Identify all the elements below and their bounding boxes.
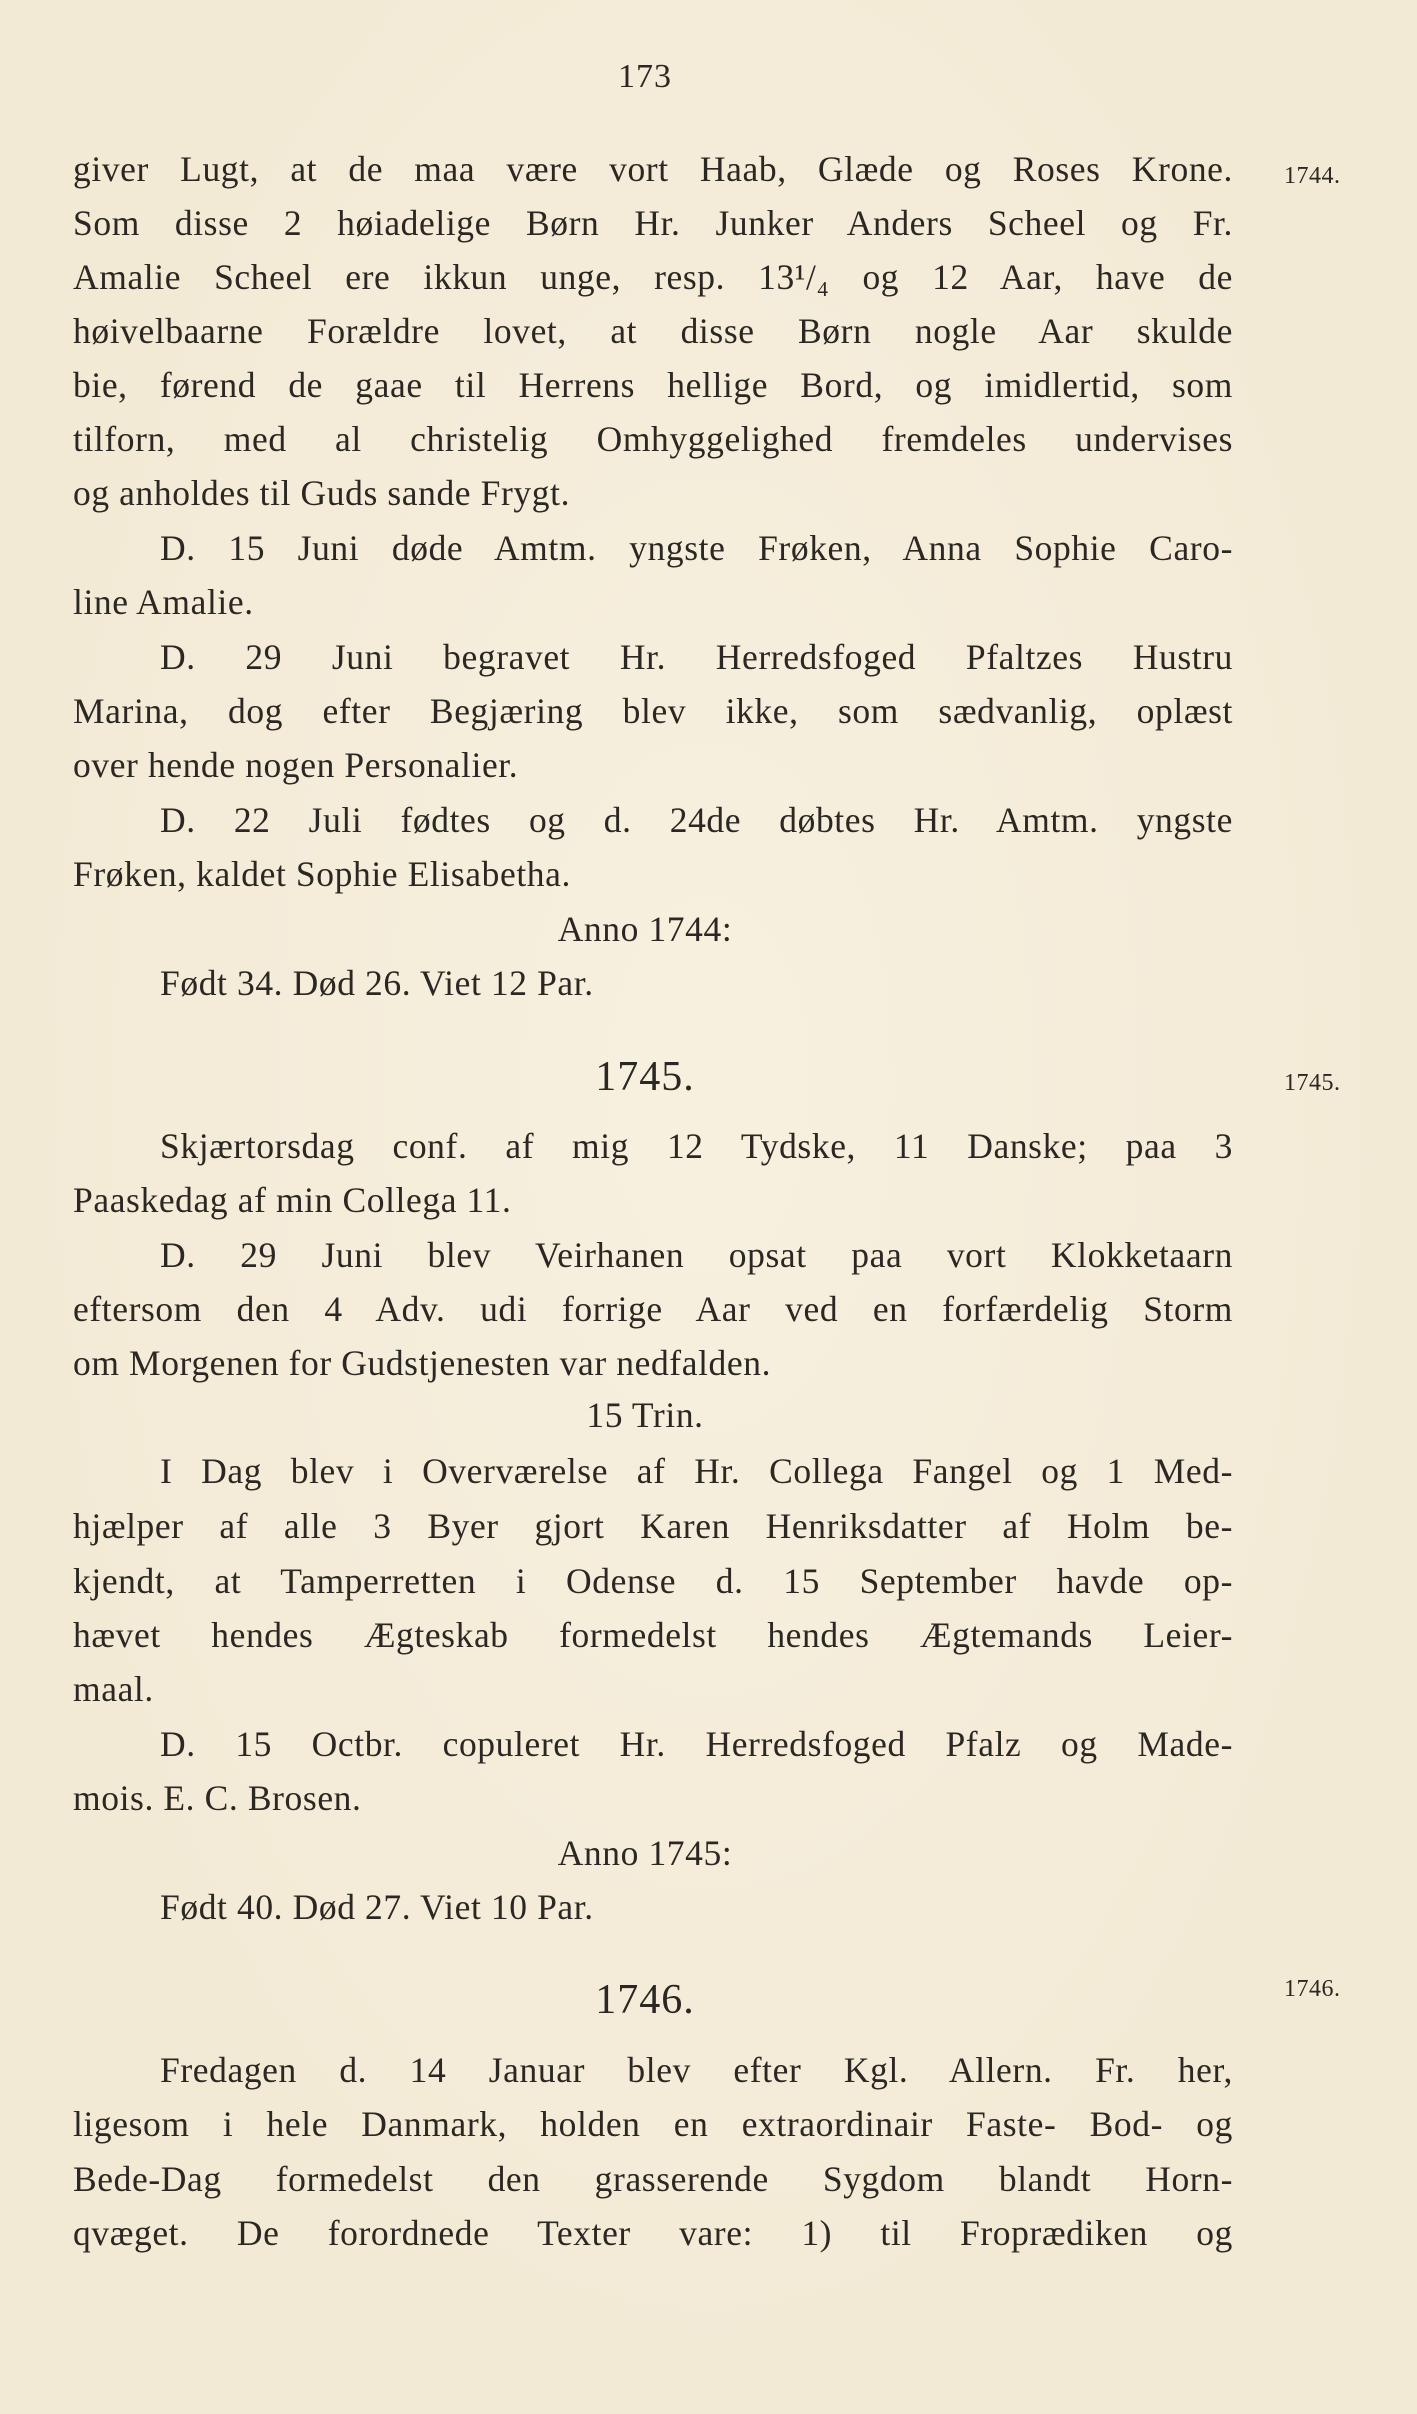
page-number: 173 [618, 58, 672, 95]
text-line: Frøken, kaldet Sophie Elisabetha. [73, 854, 571, 894]
text-line: om Morgenen for Gudstjenesten var nedfalden. [73, 1343, 772, 1383]
text-line: D. 22 Juli fødtes og d. 24de døbtes Hr. Amtm. yngste [160, 800, 1233, 840]
text-line: tilforn, med al christelig Omhyggelighed fremdeles undervises [73, 419, 1233, 459]
text-line: høivelbaarne Forældre lovet, at disse Børn nogle Aar skulde [73, 311, 1233, 351]
text-line: Skjærtorsdag conf. af mig 12 Tydske, 11 Danske; paa 3 [160, 1126, 1233, 1166]
text-line: bie, førend de gaae til Herrens hellige Bord, og imidlertid, som [73, 365, 1233, 405]
text-line: over hende nogen Personalier. [73, 745, 519, 785]
text-line: D. 29 Juni begravet Hr. Herredsfoged Pfaltzes Hustru [160, 637, 1233, 677]
text-line: Paaskedag af min Collega 11. [73, 1180, 512, 1220]
text-line: mois. E. C. Brosen. [73, 1778, 362, 1818]
text-line: Marina, dog efter Begjæring blev ikke, som sædvanlig, oplæst [73, 691, 1233, 731]
year-heading-1746: 1746. [595, 1977, 695, 2023]
text-line: Som disse 2 høiadelige Børn Hr. Junker Anders Scheel og Fr. [73, 203, 1233, 243]
text-line: ligesom i hele Danmark, holden en extraordinair Faste- Bod- og [73, 2104, 1233, 2144]
anno-1744: Anno 1744: [557, 909, 733, 949]
text-line: hjælper af alle 3 Byer gjort Karen Henriksdatter af Holm be- [73, 1506, 1233, 1546]
text-line: og anholdes til Guds sande Frygt. [73, 473, 571, 513]
margin-year-1745: 1745. [1284, 1070, 1341, 1096]
text-line: D. 15 Octbr. copuleret Hr. Herredsfoged Pfalz og Made- [160, 1724, 1233, 1764]
text-line: giver Lugt, at de maa være vort Haab, Glæde og Roses Krone. [73, 149, 1233, 189]
text-line: line Amalie. [73, 582, 254, 622]
text-line: Bede-Dag formedelst den grasserende Sygdom blandt Horn- [73, 2159, 1233, 2199]
text-line: D. 29 Juni blev Veirhanen opsat paa vort Klokketaarn [160, 1235, 1233, 1275]
anno-1745: Anno 1745: [557, 1833, 733, 1873]
text-line: I Dag blev i Overværelse af Hr. Collega Fangel og 1 Med- [160, 1451, 1233, 1491]
margin-year-1746: 1746. [1284, 1976, 1341, 2002]
year-heading-1745: 1745. [595, 1054, 695, 1100]
summary-1744: Født 34. Død 26. Viet 12 Par. [160, 963, 594, 1003]
text-line: Amalie Scheel ere ikkun unge, resp. 13¹/₄ og 12 Aar, have de [73, 257, 1233, 297]
summary-1745: Født 40. Død 27. Viet 10 Par. [160, 1887, 594, 1927]
text-line: kjendt, at Tamperretten i Odense d. 15 September havde op- [73, 1561, 1233, 1601]
text-line: Fredagen d. 14 Januar blev efter Kgl. Allern. Fr. her, [160, 2050, 1233, 2090]
text-line: maal. [73, 1669, 154, 1709]
margin-year-1744: 1744. [1284, 163, 1341, 189]
text-line: eftersom den 4 Adv. udi forrige Aar ved en forfærdelig Storm [73, 1289, 1233, 1329]
text-line: D. 15 Juni døde Amtm. yngste Frøken, Anna Sophie Caro- [160, 528, 1233, 568]
text-line: hævet hendes Ægteskab formedelst hendes Ægtemands Leier- [73, 1615, 1233, 1655]
sunday-heading: 15 Trin. [586, 1395, 704, 1435]
text-line: qvæget. De forordnede Texter vare: 1) til Froprædiken og [73, 2213, 1233, 2253]
